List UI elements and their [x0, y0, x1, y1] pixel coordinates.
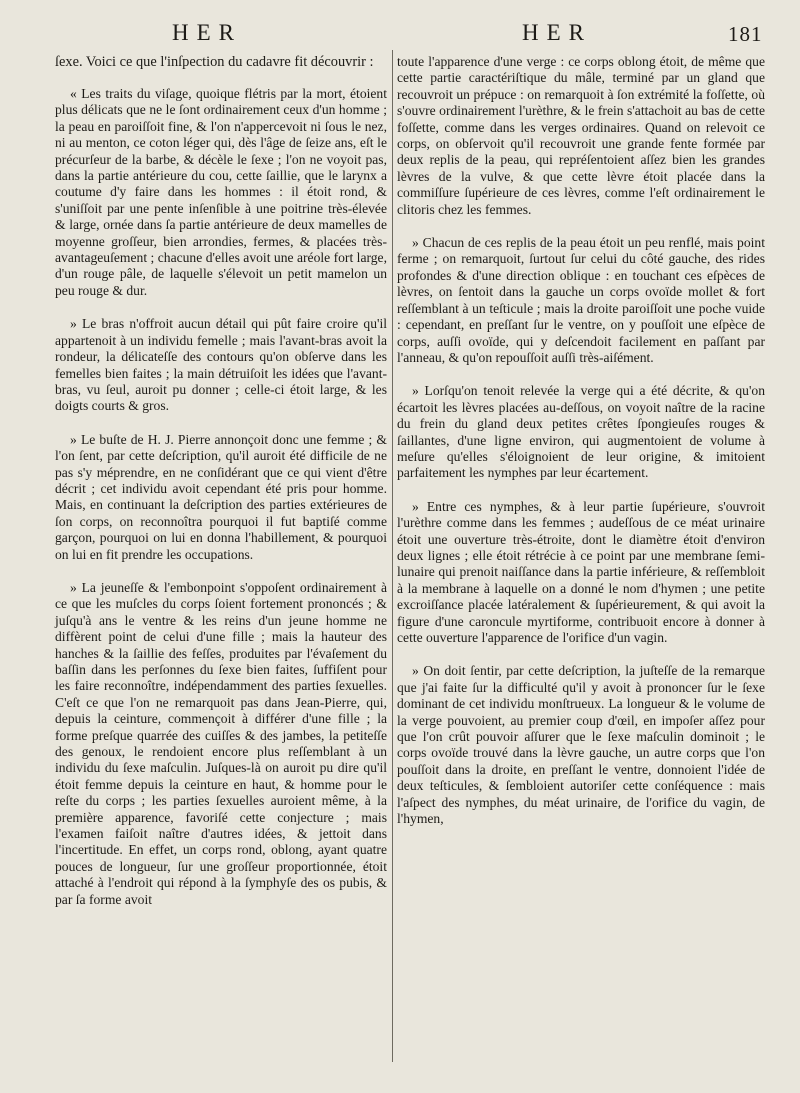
paragraph: » Lorſqu'on tenoit relevée la verge qui a été décrite, & qu'on écartoit les lèvres placées au-deſſous, on voyoit naître de la racine du frein du gland deux petites crêtes ſpongieuſes rouges & ſaillantes, d'une ligne environ, qui augmentoient de volume à meſure qu'elles s'éloignoient de leur origine, & imitoient parfaitement les nymphes par leur écartement.: [397, 383, 765, 481]
running-head-left: HER: [172, 20, 242, 45]
left-column: [55, 54, 387, 925]
paragraph: » Le bras n'offroit aucun détail qui pût faire croire qu'il appartenoit à un individu femelle ; mais l'avant-bras avoit la rondeur, la délicateſſe des contours qu'on obſerve dans les femelles bien faites ; la main détruiſoit les idées que l'avant-bras, vu ſeul, auroit pu donner ; celle-ci étoit large, & les doigts courts & gros.: [55, 316, 387, 414]
paragraph: « Les traits du viſage, quoique flétris par la mort, étoient plus délicats que ne le ſont ordinairement ceux d'un homme ; la peau en paroiſſoit fine, & l'on n'appercevoit ni ſous le nez, ni au menton, ce coton léger qui, dès l'âge de ſeize ans, eſt le précurſeur de la barbe, & décèle le ſexe ; l'on ne voyoit pas, dans la partie antérieure du cou, cette ſaillie, que le larynx a coutume d'y faire dans les hommes : il étoit rond, & s'uniſſoit par une pente inſenſible à une poitrine très-élevée & large, ornée dans ſa partie antérieure de deux mamelles de moyenne groſſeur, bien arrondies, fermes, & placées très-avantageuſement ; chacune d'elles avoit une aréole fort large, d'un rouge pâle, de laquelle s'élevoit un petit mamelon un peu rouge & dur.: [55, 86, 387, 298]
paragraph: » Le buſte de H. J. Pierre annonçoit donc une femme ; & l'on ſent, par cette deſcription, qu'il auroit été difficile de ne pas s'y méprendre, en ne conſidérant que ce qui vient d'être décrit ; cet individu avoit cependant été pris pour homme. Mais, en continuant la deſcription des parties extérieures de ſon corps, on reconnoîtra pourquoi il fut baptiſé comme garçon, pourquoi on lui en donna l'habillement, & pourquoi on lui en fit prendre les occupations.: [55, 431, 387, 562]
running-head: [0, 16, 800, 46]
running-head-right: HER: [522, 20, 592, 45]
page-number: 181: [728, 22, 763, 46]
paragraph: » Chacun de ces replis de la peau étoit un peu renflé, mais point ferme ; on remarquoit, ſurtout ſur celui du côté gauche, des rides profondes & d'une direction oblique : en touchant ces eſpèces de lèvres, on ſentoit dans la gauche un corps ovoïde mollet & fort reſſemblant à un teſticule ; mais la droite paroiſſoit une poche vuide : cependant, en preſſant ſur le ventre, on y pouſſoit une eſpèce de corps, auſſi ovoïde, qui y deſcendoit facilement en paſſant par l'anneau, & qu'on repouſſoit auſſi très-aiſément.: [397, 235, 765, 365]
paragraph: toute l'apparence d'une verge : ce corps oblong étoit, de même que cette partie caractériſtique du mâle, terminé par un gland que recouvroit un prépuce : on remarquoit à ſon extrémité la foſſette, où s'ouvre ordinairement l'urèthre, & le frein s'attachoit au bas de cette foſſette, comme dans les verges ordinaires. Quand on relevoit ce corps, on obſervoit qu'il recouvroit une grande fente formée par deux replis de la peau, qui repréſentoient aſſez bien les grandes lèvres de la vulve, & que cette lèvre étoit placée dans la commiſſure ſupérieure de ces lèvres, comme l'eſt ordinairement le clitoris chez les femmes.: [397, 54, 765, 217]
column-divider: [392, 50, 393, 1062]
right-column: [397, 54, 765, 844]
paragraph: » La jeuneſſe & l'embonpoint s'oppoſent ordinairement à ce que les muſcles du corps ſoient fortement prononcés ; & juſqu'à ans le ventre & les reins d'un jeune homme ne diffèrent point de celui d'une fille ; mais la hauteur des hanches & la ſaillie des feſſes, produites par l'évaſement du baſſin dans les perſonnes du ſexe bien faites, ſuffiſent pour les faire reconnoître, indépendamment des parties ſexuelles. C'eſt ce que l'on ne remarquoit pas dans Jean-Pierre, qui, depuis la ceinture, commençoit à différer d'une fille ; la forme preſque quarrée des cuiſſes & des jambes, la petiteſſe des genoux, le rendoient encore plus reſſemblant à un individu du ſexe maſculin. Juſques-là on auroit pu dire qu'il étoit femme depuis la ceinture en haut, & homme pour le reſte du corps ; les parties ſexuelles auroient même, à la première apparence, favoriſé cette conjecture ; mais l'examen faiſoit naître d'autres idées, & jettoit dans l'incertitude. En effet, un corps rond, oblong, ayant quatre pouces de longueur, ſur une groſſeur proportionnée, étoit attaché à l'endroit qui répond à la ſymphyſe des os pubis, & par ſa forme avoit: [55, 579, 387, 907]
paragraph: » On doit ſentir, par cette deſcription, la juſteſſe de la remarque que j'ai faite ſur la difficulté qu'il y avoit à prononcer ſur le ſexe dominant de cet individu monſtrueux. La longueur & le volume de la verge pouvoient, au premier coup d'œil, en impoſer aſſez pour que l'on crût pouvoir aſſurer que le ſexe maſculin dominoit ; le corps ovoïde trouvé dans la lèvre gauche, un autre corps que l'on pouſſoit dans la droite, en preſſant le ventre, donnoient l'idée de deux teſticules, & ſembloient autoriſer cette conſéquence : mais l'aſpect des nymphes, du méat urinaire, de l'orifice du vagin, de l'hymen,: [397, 663, 765, 827]
paragraph: ſexe. Voici ce que l'inſpection du cadavre fit découvrir :: [55, 54, 374, 70]
paragraph: » Entre ces nymphes, & à leur partie ſupérieure, s'ouvroit l'urèthre comme dans les femmes ; audeſſous de ce méat urinaire étoit une ouverture très-étroite, dont le diamètre étoit d'environ deux lignes ; elle étoit rétrécie à ce point par une membrane ſemi-lunaire qui prenoit naiſſance dans la partie inférieure, & reſſembloit à la membrane à laquelle on a donné le nom d'hymen ; une petite excroiſſance placée latéralement & ſupérieurement, & qui avoit la figure d'une caroncule myrtiforme, contribuoit encore à donner à cette ouverture l'apparence de l'orifice d'un vagin.: [397, 498, 765, 645]
